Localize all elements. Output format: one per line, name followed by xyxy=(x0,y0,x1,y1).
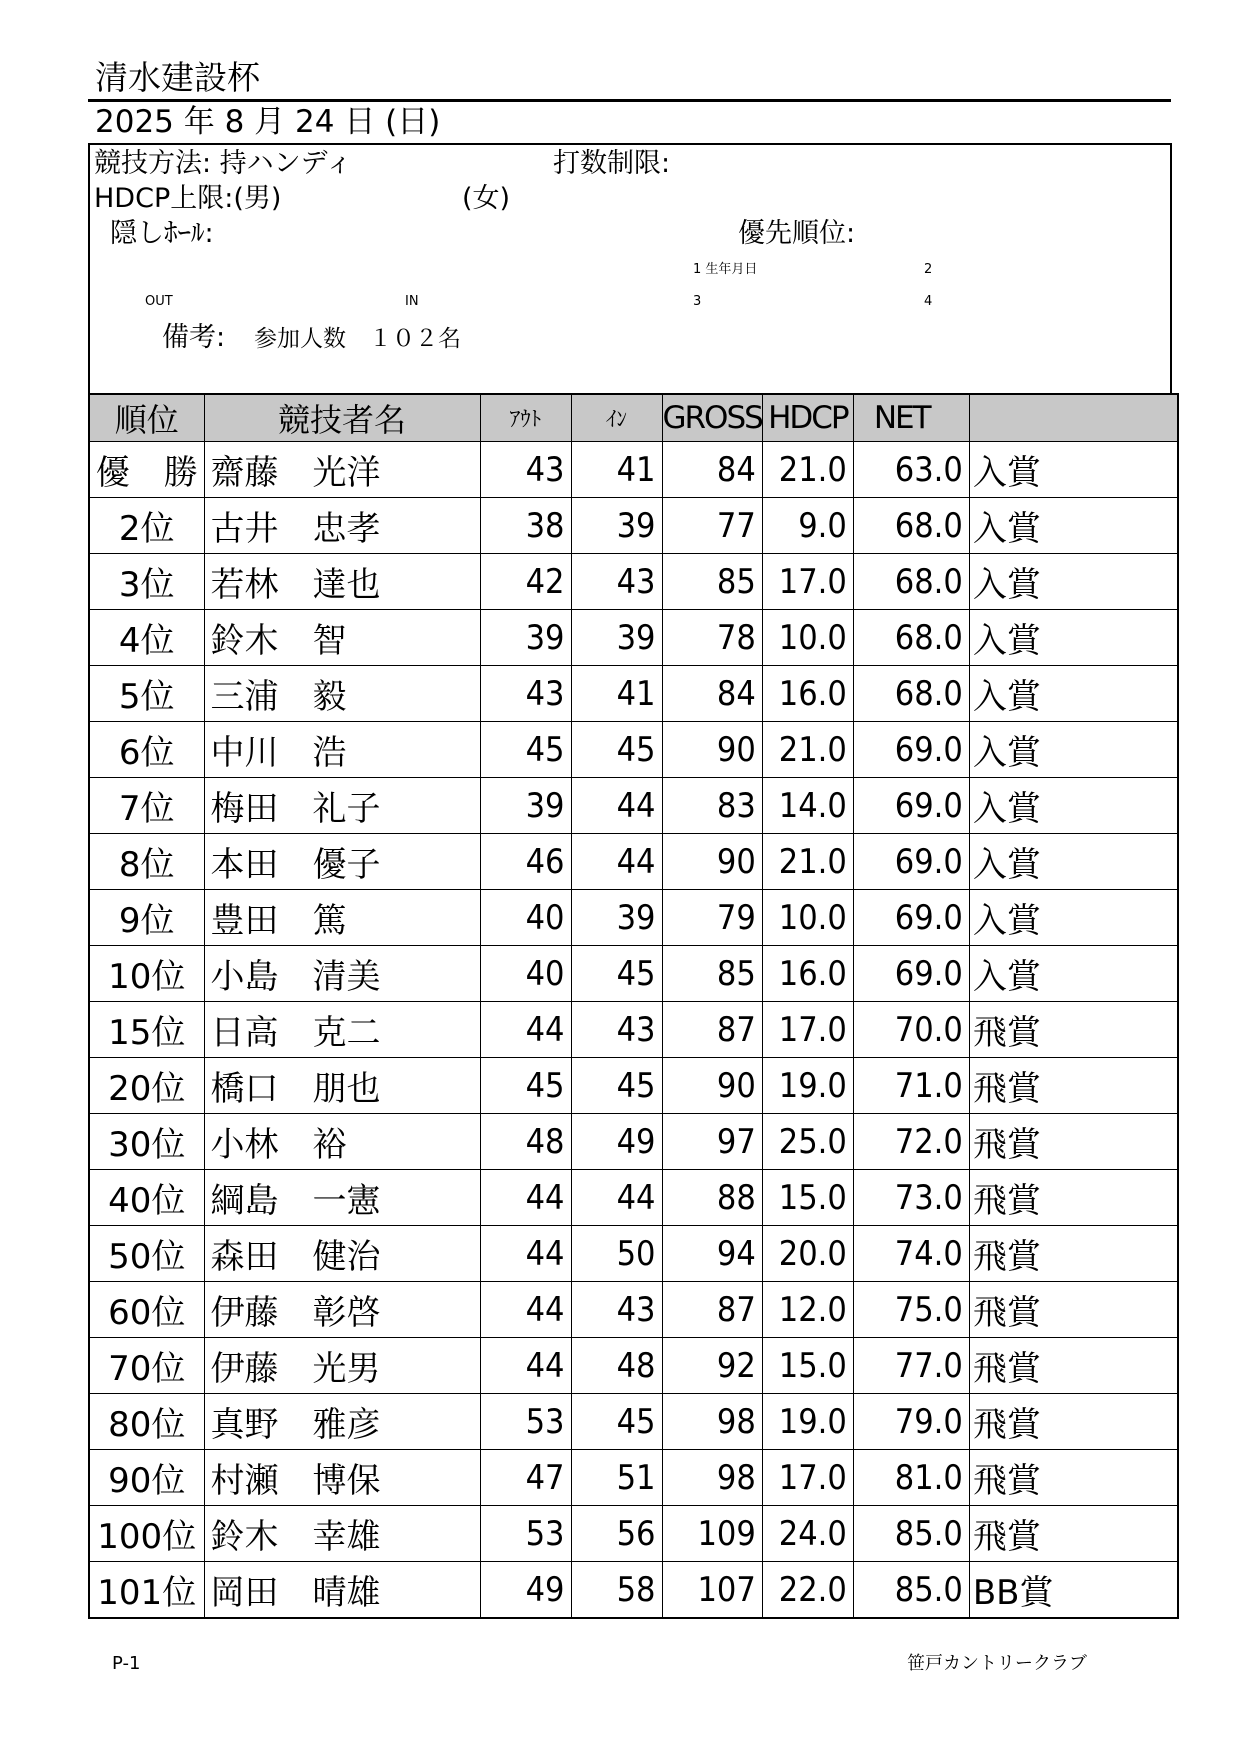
in-score-cell: 56 xyxy=(571,1506,662,1562)
out-score-cell: 53 xyxy=(480,1394,571,1450)
rank-cell: 7位 xyxy=(89,778,204,834)
player-name-cell: 小林 裕 xyxy=(204,1114,480,1170)
priority-4: 4 xyxy=(924,294,933,309)
net-score-cell: 75.0 xyxy=(853,1282,969,1338)
rank-cell: 5位 xyxy=(89,666,204,722)
rank-cell: 50位 xyxy=(89,1226,204,1282)
rank-cell: 20位 xyxy=(89,1058,204,1114)
net-score-cell: 69.0 xyxy=(853,946,969,1002)
header-rank: 順位 xyxy=(89,394,204,442)
rank-cell: 2位 xyxy=(89,498,204,554)
priority-1: 1 生年月日 xyxy=(693,262,758,277)
rank-cell: 90位 xyxy=(89,1450,204,1506)
prize-cell: 入賞 xyxy=(969,554,1178,610)
gross-score-cell: 94 xyxy=(662,1226,762,1282)
net-score-cell: 68.0 xyxy=(853,610,969,666)
net-score-cell: 68.0 xyxy=(853,666,969,722)
table-row xyxy=(89,1282,1178,1338)
player-name-cell: 若林 達也 xyxy=(204,554,480,610)
out-score-cell: 44 xyxy=(480,1282,571,1338)
player-name-cell: 齋藤 光洋 xyxy=(204,442,480,498)
out-score-cell: 40 xyxy=(480,946,571,1002)
in-score-cell: 51 xyxy=(571,1450,662,1506)
player-name-cell: 三浦 毅 xyxy=(204,666,480,722)
gross-score-cell: 107 xyxy=(662,1562,762,1619)
player-name-cell: 綱島 一憲 xyxy=(204,1170,480,1226)
priority-2: 2 xyxy=(924,262,933,277)
gross-score-cell: 109 xyxy=(662,1506,762,1562)
rank-cell: 60位 xyxy=(89,1282,204,1338)
gross-score-cell: 79 xyxy=(662,890,762,946)
hdcp-cell: 25.0 xyxy=(762,1114,853,1170)
in-score-cell: 44 xyxy=(571,1170,662,1226)
in-score-cell: 43 xyxy=(571,554,662,610)
gross-score-cell: 98 xyxy=(662,1394,762,1450)
out-score-cell: 38 xyxy=(480,498,571,554)
table-row xyxy=(89,1394,1178,1450)
rank-cell: 100位 xyxy=(89,1506,204,1562)
table-row xyxy=(89,1002,1178,1058)
table-row xyxy=(89,1450,1178,1506)
prize-cell: 入賞 xyxy=(969,498,1178,554)
player-name-cell: 鈴木 幸雄 xyxy=(204,1506,480,1562)
title-underline xyxy=(88,99,1171,102)
table-row xyxy=(89,442,1178,498)
prize-cell: 飛賞 xyxy=(969,1394,1178,1450)
out-score-cell: 39 xyxy=(480,778,571,834)
header-player-name: 競技者名 xyxy=(204,394,480,442)
gross-score-cell: 87 xyxy=(662,1002,762,1058)
hdcp-cell: 12.0 xyxy=(762,1282,853,1338)
player-name-cell: 村瀬 博保 xyxy=(204,1450,480,1506)
competition-info-box xyxy=(88,143,1172,395)
stroke-limit: 打数制限: xyxy=(553,148,671,179)
table-row xyxy=(89,666,1178,722)
rank-cell: 6位 xyxy=(89,722,204,778)
hdcp-cell: 22.0 xyxy=(762,1562,853,1619)
table-row xyxy=(89,1506,1178,1562)
hdcp-cell: 21.0 xyxy=(762,442,853,498)
out-score-cell: 42 xyxy=(480,554,571,610)
out-score-cell: 43 xyxy=(480,666,571,722)
gross-score-cell: 98 xyxy=(662,1450,762,1506)
out-score-cell: 44 xyxy=(480,1170,571,1226)
event-date: 2025 年 8 月 24 日 (日) xyxy=(95,104,441,140)
prize-cell: 入賞 xyxy=(969,722,1178,778)
player-name-cell: 豊田 篤 xyxy=(204,890,480,946)
in-score-cell: 58 xyxy=(571,1562,662,1619)
net-score-cell: 69.0 xyxy=(853,778,969,834)
table-header-row xyxy=(89,394,1178,442)
in-score-cell: 41 xyxy=(571,666,662,722)
player-name-cell: 岡田 晴雄 xyxy=(204,1562,480,1619)
rank-cell: 9位 xyxy=(89,890,204,946)
net-score-cell: 71.0 xyxy=(853,1058,969,1114)
prize-cell: 飛賞 xyxy=(969,1114,1178,1170)
rank-cell: 40位 xyxy=(89,1170,204,1226)
net-score-cell: 63.0 xyxy=(853,442,969,498)
net-score-cell: 85.0 xyxy=(853,1562,969,1619)
gross-score-cell: 84 xyxy=(662,442,762,498)
out-score-cell: 39 xyxy=(480,610,571,666)
rank-cell: 15位 xyxy=(89,1002,204,1058)
remarks-text: 参加人数 １０２名 xyxy=(254,326,461,352)
gross-score-cell: 87 xyxy=(662,1282,762,1338)
rank-cell: 3位 xyxy=(89,554,204,610)
prize-cell: 入賞 xyxy=(969,610,1178,666)
hdcp-limit: HDCP上限:(男) xyxy=(94,183,282,214)
hdcp-cell: 10.0 xyxy=(762,610,853,666)
priority-order: 優先順位: xyxy=(738,218,856,249)
remarks-label: 備考: xyxy=(162,322,226,353)
in-score-cell: 41 xyxy=(571,442,662,498)
net-score-cell: 72.0 xyxy=(853,1114,969,1170)
hdcp-cell: 15.0 xyxy=(762,1170,853,1226)
net-score-cell: 69.0 xyxy=(853,722,969,778)
prize-cell: BB賞 xyxy=(969,1562,1178,1619)
in-score-cell: 43 xyxy=(571,1002,662,1058)
rank-cell: 30位 xyxy=(89,1114,204,1170)
player-name-cell: 伊藤 光男 xyxy=(204,1338,480,1394)
table-row xyxy=(89,946,1178,1002)
results-table xyxy=(88,393,1179,1619)
net-score-cell: 85.0 xyxy=(853,1506,969,1562)
gross-score-cell: 85 xyxy=(662,554,762,610)
prize-cell: 入賞 xyxy=(969,442,1178,498)
table-row xyxy=(89,1338,1178,1394)
rank-cell: 優 勝 xyxy=(89,442,204,498)
hdcp-cell: 15.0 xyxy=(762,1338,853,1394)
out-label: OUT xyxy=(145,294,173,309)
in-score-cell: 50 xyxy=(571,1226,662,1282)
prize-cell: 飛賞 xyxy=(969,1002,1178,1058)
table-row xyxy=(89,554,1178,610)
net-score-cell: 77.0 xyxy=(853,1338,969,1394)
prize-cell: 入賞 xyxy=(969,666,1178,722)
header-out: ｱｳﾄ xyxy=(480,394,571,442)
table-row xyxy=(89,1170,1178,1226)
player-name-cell: 本田 優子 xyxy=(204,834,480,890)
competition-method: 競技方法: 持ハンディ xyxy=(94,148,353,179)
net-score-cell: 81.0 xyxy=(853,1450,969,1506)
rank-cell: 4位 xyxy=(89,610,204,666)
player-name-cell: 中川 浩 xyxy=(204,722,480,778)
table-row xyxy=(89,498,1178,554)
out-score-cell: 45 xyxy=(480,722,571,778)
net-score-cell: 73.0 xyxy=(853,1170,969,1226)
table-row xyxy=(89,1562,1178,1619)
hdcp-limit-female: (女) xyxy=(462,183,511,214)
player-name-cell: 小島 清美 xyxy=(204,946,480,1002)
gross-score-cell: 90 xyxy=(662,722,762,778)
prize-cell: 飛賞 xyxy=(969,1226,1178,1282)
net-score-cell: 79.0 xyxy=(853,1394,969,1450)
gross-score-cell: 88 xyxy=(662,1170,762,1226)
in-score-cell: 45 xyxy=(571,946,662,1002)
gross-score-cell: 90 xyxy=(662,834,762,890)
prize-cell: 入賞 xyxy=(969,778,1178,834)
out-score-cell: 43 xyxy=(480,442,571,498)
player-name-cell: 森田 健治 xyxy=(204,1226,480,1282)
in-score-cell: 39 xyxy=(571,498,662,554)
header-net: NET xyxy=(853,394,969,442)
hdcp-cell: 16.0 xyxy=(762,946,853,1002)
prize-cell: 入賞 xyxy=(969,946,1178,1002)
hdcp-cell: 20.0 xyxy=(762,1226,853,1282)
hdcp-cell: 16.0 xyxy=(762,666,853,722)
out-score-cell: 40 xyxy=(480,890,571,946)
net-score-cell: 68.0 xyxy=(853,498,969,554)
rank-cell: 80位 xyxy=(89,1394,204,1450)
hdcp-cell: 17.0 xyxy=(762,1002,853,1058)
rank-cell: 10位 xyxy=(89,946,204,1002)
net-score-cell: 70.0 xyxy=(853,1002,969,1058)
table-row xyxy=(89,1226,1178,1282)
prize-cell: 飛賞 xyxy=(969,1170,1178,1226)
gross-score-cell: 84 xyxy=(662,666,762,722)
prize-cell: 飛賞 xyxy=(969,1506,1178,1562)
hdcp-cell: 21.0 xyxy=(762,722,853,778)
in-score-cell: 44 xyxy=(571,778,662,834)
rank-cell: 8位 xyxy=(89,834,204,890)
in-score-cell: 44 xyxy=(571,834,662,890)
in-score-cell: 43 xyxy=(571,1282,662,1338)
hdcp-cell: 10.0 xyxy=(762,890,853,946)
club-name: 笹戸カントリークラブ xyxy=(907,1653,1087,1674)
net-score-cell: 69.0 xyxy=(853,890,969,946)
net-score-cell: 69.0 xyxy=(853,834,969,890)
player-name-cell: 橋口 朋也 xyxy=(204,1058,480,1114)
out-score-cell: 53 xyxy=(480,1506,571,1562)
table-row xyxy=(89,834,1178,890)
out-score-cell: 44 xyxy=(480,1002,571,1058)
net-score-cell: 74.0 xyxy=(853,1226,969,1282)
out-score-cell: 45 xyxy=(480,1058,571,1114)
gross-score-cell: 77 xyxy=(662,498,762,554)
in-score-cell: 39 xyxy=(571,610,662,666)
gross-score-cell: 78 xyxy=(662,610,762,666)
prize-cell: 飛賞 xyxy=(969,1338,1178,1394)
player-name-cell: 梅田 礼子 xyxy=(204,778,480,834)
hdcp-cell: 14.0 xyxy=(762,778,853,834)
hidden-holes: 隠しﾎｰﾙ: xyxy=(110,218,214,249)
in-score-cell: 48 xyxy=(571,1338,662,1394)
prize-cell: 入賞 xyxy=(969,890,1178,946)
hdcp-cell: 9.0 xyxy=(762,498,853,554)
table-row xyxy=(89,1058,1178,1114)
in-score-cell: 39 xyxy=(571,890,662,946)
player-name-cell: 古井 忠孝 xyxy=(204,498,480,554)
header-prize xyxy=(969,394,1178,442)
in-score-cell: 45 xyxy=(571,1058,662,1114)
table-row xyxy=(89,722,1178,778)
prize-cell: 入賞 xyxy=(969,834,1178,890)
prize-cell: 飛賞 xyxy=(969,1058,1178,1114)
gross-score-cell: 97 xyxy=(662,1114,762,1170)
table-row xyxy=(89,890,1178,946)
table-row xyxy=(89,1114,1178,1170)
out-score-cell: 44 xyxy=(480,1338,571,1394)
in-score-cell: 45 xyxy=(571,1394,662,1450)
hdcp-cell: 19.0 xyxy=(762,1394,853,1450)
out-score-cell: 48 xyxy=(480,1114,571,1170)
gross-score-cell: 83 xyxy=(662,778,762,834)
table-row xyxy=(89,610,1178,666)
player-name-cell: 真野 雅彦 xyxy=(204,1394,480,1450)
out-score-cell: 49 xyxy=(480,1562,571,1619)
out-score-cell: 46 xyxy=(480,834,571,890)
rank-cell: 101位 xyxy=(89,1562,204,1619)
in-score-cell: 49 xyxy=(571,1114,662,1170)
rank-cell: 70位 xyxy=(89,1338,204,1394)
hdcp-cell: 17.0 xyxy=(762,554,853,610)
player-name-cell: 伊藤 彰啓 xyxy=(204,1282,480,1338)
player-name-cell: 日高 克二 xyxy=(204,1002,480,1058)
header-in: ｲﾝ xyxy=(571,394,662,442)
page-title: 清水建設杯 xyxy=(95,58,260,97)
gross-score-cell: 90 xyxy=(662,1058,762,1114)
out-score-cell: 47 xyxy=(480,1450,571,1506)
priority-3: 3 xyxy=(693,294,702,309)
table-row xyxy=(89,778,1178,834)
in-score-cell: 45 xyxy=(571,722,662,778)
hdcp-cell: 19.0 xyxy=(762,1058,853,1114)
prize-cell: 飛賞 xyxy=(969,1282,1178,1338)
hdcp-cell: 24.0 xyxy=(762,1506,853,1562)
net-score-cell: 68.0 xyxy=(853,554,969,610)
gross-score-cell: 92 xyxy=(662,1338,762,1394)
page-number: P-1 xyxy=(112,1653,141,1674)
header-hdcp: HDCP xyxy=(762,394,853,442)
hdcp-cell: 17.0 xyxy=(762,1450,853,1506)
in-label: IN xyxy=(405,294,419,309)
player-name-cell: 鈴木 智 xyxy=(204,610,480,666)
prize-cell: 飛賞 xyxy=(969,1450,1178,1506)
gross-score-cell: 85 xyxy=(662,946,762,1002)
hdcp-cell: 21.0 xyxy=(762,834,853,890)
header-gross: GROSS xyxy=(662,394,762,442)
out-score-cell: 44 xyxy=(480,1226,571,1282)
